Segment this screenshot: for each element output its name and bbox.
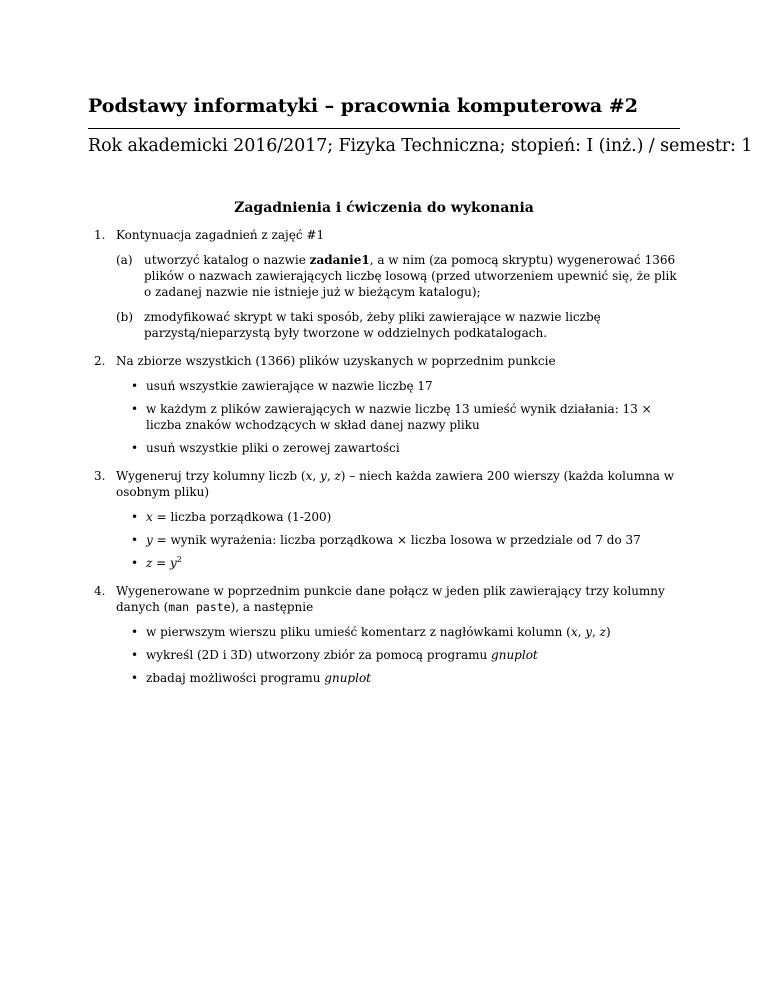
bullet-icon: • (131, 625, 139, 639)
bullet-text: usuń wszystkie pliki o zerowej zawartości (146, 441, 400, 455)
item-number: 2. (94, 354, 106, 368)
document-title: Podstawy informatyki – pracownia komputerowa #2 (88, 95, 638, 117)
item-text: Wygenerowane w poprzednim punkcie dane połącz w jeden plik zawierający trzy kolumny danych (man paste), a następnie (116, 584, 665, 614)
exercise-item-2 (88, 353, 680, 456)
sub-label: (b) (116, 310, 134, 324)
bullet-text: x = liczba porządkowa (1-200) (146, 510, 332, 524)
title-rule (88, 128, 680, 129)
bullet-list (116, 624, 680, 686)
sub-item-a (116, 252, 680, 300)
document-subtitle: Rok akademicki 2016/2017; Fizyka Techniczna; stopień: I (inż.) / semestr: 1 (88, 136, 753, 156)
bullet-text: usuń wszystkie zawierające w nazwie liczbę 17 (146, 379, 433, 393)
bullet-text: zbadaj możliwości programu gnuplot (146, 671, 372, 685)
bullet-text: wykreśl (2D i 3D) utworzony zbiór za pomocą programu gnuplot (146, 648, 538, 662)
bullet-item (116, 378, 680, 394)
item-number: 3. (94, 469, 106, 483)
item-text: Kontynuacja zagadnień z zajęć #1 (116, 228, 325, 242)
bullet-icon: • (131, 556, 139, 570)
directory-name: zadanie1 (309, 253, 370, 267)
bullet-icon: • (131, 379, 139, 393)
bullet-item (116, 670, 680, 686)
bullet-text: w każdym z plików zawierających w nazwie liczbę 13 umieść wynik działania: 13 × liczba znaków wchodzących w skład danej nazwy pliku (146, 402, 652, 432)
sub-text: zmodyfikować skrypt w taki sposób, żeby pliki zawierające w nazwie liczbę parzystą/nieparzystą były tworzone w oddzielnych podkatalogach. (144, 310, 601, 340)
item-number: 4. (94, 584, 106, 598)
sub-item-b (116, 309, 680, 341)
bullet-text: w pierwszym wierszu pliku umieść komentarz z nagłówkami kolumn (x, y, z) (146, 625, 611, 639)
sub-text-pre: utworzyć katalog o nazwie (144, 253, 310, 267)
bullet-icon: • (131, 510, 139, 524)
item-text: Na zbiorze wszystkich (1366) plików uzyskanych w poprzednim punkcie (116, 354, 556, 368)
code-snippet: man paste (168, 600, 231, 614)
bullet-icon: • (131, 671, 139, 685)
bullet-item (116, 509, 680, 525)
bullet-item (116, 401, 680, 433)
item-text: Wygeneruj trzy kolumny liczb (x, y, z) – niech każda zawiera 200 wierszy (każda kolumna w osobnym pliku) (116, 469, 675, 499)
section-heading: Zagadnienia i ćwiczenia do wykonania (234, 200, 534, 216)
bullet-item (116, 647, 680, 663)
sub-label: (a) (116, 253, 133, 267)
bullet-icon: • (131, 533, 139, 547)
bullet-icon: • (131, 441, 139, 455)
exercise-list (88, 227, 680, 698)
bullet-icon: • (131, 402, 139, 416)
bullet-item (116, 555, 680, 571)
bullet-item (116, 624, 680, 640)
item-number: 1. (94, 228, 106, 242)
bullet-list (116, 378, 680, 456)
bullet-list (116, 509, 680, 571)
bullet-text: $z = y^2$ (146, 555, 182, 570)
bullet-text: y = wynik wyrażenia: liczba porządkowa × liczba losowa w przedziale od 7 do 37 (146, 533, 641, 547)
exercise-item-4 (88, 583, 680, 686)
exercise-item-1 (88, 227, 680, 341)
bullet-icon: • (131, 648, 139, 662)
exercise-item-3 (88, 468, 680, 571)
bullet-item (116, 440, 680, 456)
bullet-item (116, 532, 680, 548)
sub-text-post: , a w nim (za pomocą skryptu) wygenerować 1366 plików o nazwach zawierających liczbę losową (przed utworzeniem upewnić się, że plik o zadanej nazwie nie istnieje już w bieżącym katalogu); (144, 253, 677, 299)
